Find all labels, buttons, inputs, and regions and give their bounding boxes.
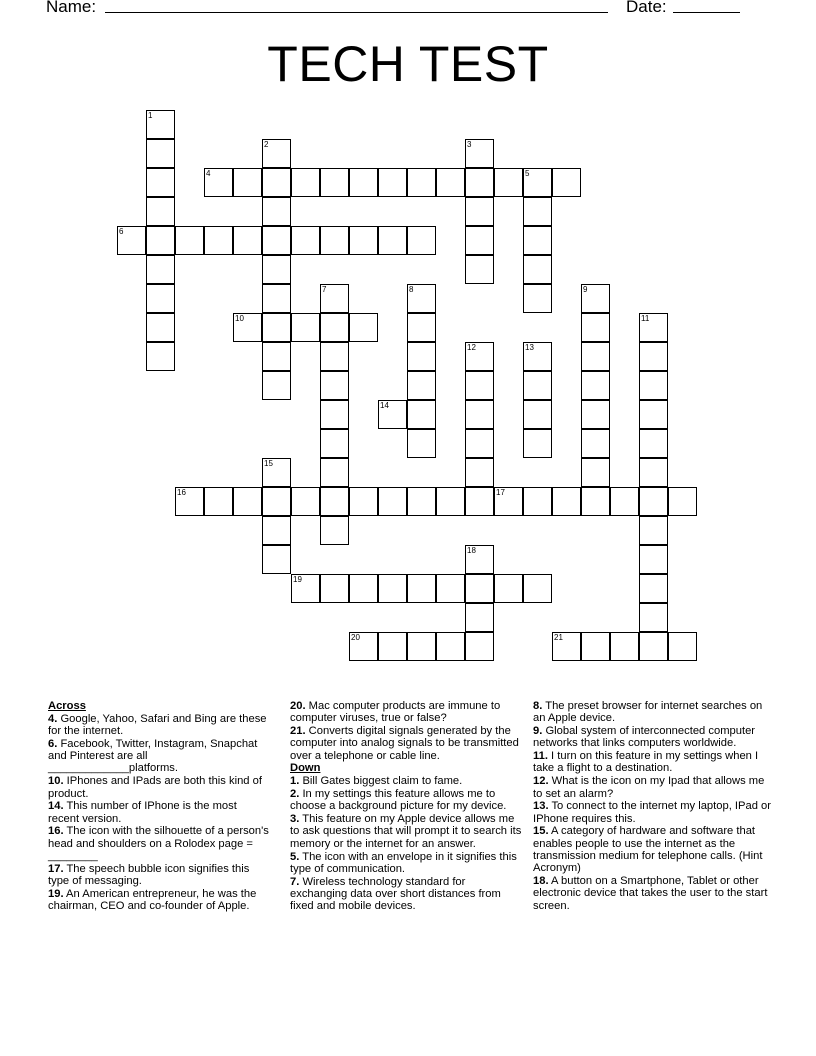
grid-cell[interactable] <box>146 342 175 371</box>
grid-cell[interactable] <box>436 487 465 516</box>
clue-number: 2. <box>290 788 300 801</box>
grid-cell[interactable] <box>523 574 552 603</box>
grid-cell[interactable] <box>146 255 175 284</box>
clue-text: An American entrepreneur, he was the chairman, CEO and co-founder of Apple. <box>48 887 257 913</box>
clue-text: Facebook, Twitter, Instagram, Snapchat and Pinterest are all _____________platforms. <box>48 737 258 775</box>
clue-heading: Down <box>290 762 321 775</box>
grid-cell[interactable] <box>407 371 436 400</box>
clue-text: Wireless technology standard for exchanging data over short distances from fixed and mobile devices. <box>290 875 501 913</box>
grid-cell[interactable] <box>378 487 407 516</box>
grid-cell[interactable] <box>639 400 668 429</box>
clue-across-item <box>48 800 270 825</box>
clue-text: This feature on my Apple device allows me to ask questions that will prompt it to search its memory or the internet for an answer. <box>290 813 522 850</box>
cell-number: 11 <box>641 314 650 323</box>
grid-cell[interactable] <box>262 168 291 197</box>
grid-cell[interactable] <box>639 574 668 603</box>
grid-cell[interactable] <box>552 632 581 661</box>
clue-text: The icon with an envelope in it signifies this type of communication. <box>290 850 517 875</box>
clue-text: Global system of interconnected computer networks that links computers worldwide. <box>533 725 756 750</box>
grid-cell[interactable] <box>262 226 291 255</box>
grid-cell[interactable] <box>291 226 320 255</box>
grid-cell[interactable] <box>436 574 465 603</box>
clue-down-item <box>533 750 773 775</box>
grid-cell[interactable] <box>349 168 378 197</box>
grid-cell[interactable] <box>639 313 668 342</box>
grid-cell[interactable] <box>146 226 175 255</box>
grid-cell[interactable] <box>407 487 436 516</box>
cell-number: 10 <box>235 314 244 323</box>
page-title: TECH TEST <box>267 36 549 92</box>
grid-cell[interactable] <box>523 284 552 313</box>
cell-number: 9 <box>583 285 588 294</box>
cell-number: 6 <box>119 227 124 236</box>
grid-cell[interactable] <box>262 284 291 313</box>
grid-cell[interactable] <box>639 632 668 661</box>
grid-cell[interactable] <box>291 168 320 197</box>
grid-cell[interactable] <box>581 400 610 429</box>
grid-cell[interactable] <box>523 226 552 255</box>
grid-cell[interactable] <box>407 342 436 371</box>
cell-number: 5 <box>525 169 530 178</box>
clue-number: 13. <box>533 800 549 813</box>
cell-number: 3 <box>467 140 472 149</box>
grid-cell[interactable] <box>291 313 320 342</box>
clue-down-item <box>290 876 524 913</box>
clue-across-item <box>48 825 270 862</box>
grid-cell[interactable] <box>320 400 349 429</box>
cell-number: 16 <box>177 488 186 497</box>
grid-cell[interactable] <box>407 574 436 603</box>
grid-cell[interactable] <box>494 574 523 603</box>
clue-text: IPhones and IPads are both this kind of product. <box>48 775 262 800</box>
grid-cell[interactable] <box>349 632 378 661</box>
grid-cell[interactable] <box>204 226 233 255</box>
grid-cell[interactable] <box>407 429 436 458</box>
clue-text: What is the icon on my Ipad that allows me to set an alarm? <box>533 775 765 800</box>
cell-number: 19 <box>293 575 302 584</box>
clue-column-1 <box>48 700 270 913</box>
clue-down-item <box>290 788 524 813</box>
clue-number: 1. <box>290 775 300 788</box>
grid-cell[interactable] <box>204 487 233 516</box>
grid-cell[interactable] <box>378 168 407 197</box>
grid-cell[interactable] <box>668 632 697 661</box>
grid-cell[interactable] <box>581 284 610 313</box>
grid-cell[interactable] <box>320 313 349 342</box>
clue-across-item <box>290 725 524 762</box>
grid-cell[interactable] <box>407 284 436 313</box>
clue-number: 12. <box>533 775 549 788</box>
grid-cell[interactable] <box>349 313 378 342</box>
grid-cell[interactable] <box>610 632 639 661</box>
cell-number: 4 <box>206 169 211 178</box>
cell-number: 15 <box>264 459 273 468</box>
clue-across-item <box>48 888 270 913</box>
grid-cell[interactable] <box>262 516 291 545</box>
grid-cell[interactable] <box>262 545 291 574</box>
cell-number: 17 <box>496 488 505 497</box>
clue-number: 4. <box>48 712 58 725</box>
grid-cell[interactable] <box>378 632 407 661</box>
cell-number: 21 <box>554 633 563 642</box>
name-label: Name: <box>46 0 97 16</box>
clue-column-3 <box>533 700 773 913</box>
clue-down-item <box>290 813 524 850</box>
clue-number: 15. <box>533 825 549 838</box>
grid-cell[interactable] <box>465 545 494 574</box>
clue-heading: Across <box>48 700 86 712</box>
grid-cell[interactable] <box>523 342 552 371</box>
clue-down-item <box>533 800 773 825</box>
clue-text: This number of IPhone is the most recent version. <box>48 800 237 825</box>
grid-cell[interactable] <box>581 632 610 661</box>
cell-number: 1 <box>148 111 153 120</box>
clue-text: The preset browser for internet searches on an Apple device. <box>533 700 763 725</box>
grid-cell[interactable] <box>436 632 465 661</box>
grid-cell[interactable] <box>233 168 262 197</box>
grid-cell[interactable] <box>581 487 610 516</box>
grid-cell[interactable] <box>465 632 494 661</box>
cell-number: 18 <box>467 546 476 555</box>
clue-across-item <box>48 775 270 800</box>
grid-cell[interactable] <box>581 342 610 371</box>
clue-across-item <box>48 863 270 888</box>
grid-cell[interactable] <box>407 226 436 255</box>
grid-cell[interactable] <box>349 226 378 255</box>
grid-cell[interactable] <box>465 574 494 603</box>
grid-cell[interactable] <box>320 371 349 400</box>
grid-cell[interactable] <box>465 226 494 255</box>
clue-down-item <box>290 851 524 876</box>
grid-cell[interactable] <box>581 458 610 487</box>
cell-number: 13 <box>525 343 534 352</box>
grid-cell[interactable] <box>320 574 349 603</box>
cell-number: 12 <box>467 343 476 352</box>
clue-text: The speech bubble icon signifies this type of messaging. <box>48 862 250 888</box>
cell-number: 14 <box>380 401 389 410</box>
grid-cell[interactable] <box>465 603 494 632</box>
grid-cell[interactable] <box>407 168 436 197</box>
clue-number: 11. <box>533 750 548 763</box>
clue-text: A button on a Smartphone, Tablet or other electronic device that takes the user to the start screen. <box>533 875 768 912</box>
grid-cell[interactable] <box>262 197 291 226</box>
grid-cell[interactable] <box>668 487 697 516</box>
clue-number: 14. <box>48 800 64 813</box>
grid-cell[interactable] <box>378 400 407 429</box>
clue-text: In my settings this feature allows me to choose a background picture for my device. <box>290 788 507 813</box>
grid-cell[interactable] <box>320 168 349 197</box>
clue-down-item <box>533 700 773 725</box>
grid-cell[interactable] <box>378 226 407 255</box>
grid-cell[interactable] <box>581 371 610 400</box>
grid-cell[interactable] <box>146 139 175 168</box>
grid-cell[interactable] <box>233 487 262 516</box>
grid-cell[interactable] <box>320 284 349 313</box>
grid-cell[interactable] <box>552 487 581 516</box>
grid-cell[interactable] <box>320 342 349 371</box>
grid-cell[interactable] <box>233 226 262 255</box>
grid-cell[interactable] <box>262 487 291 516</box>
grid-cell[interactable] <box>639 371 668 400</box>
grid-cell[interactable] <box>523 371 552 400</box>
grid-cell[interactable] <box>320 516 349 545</box>
grid-cell[interactable] <box>494 487 523 516</box>
grid-cell[interactable] <box>146 110 175 139</box>
grid-cell[interactable] <box>610 487 639 516</box>
grid-cell[interactable] <box>320 429 349 458</box>
grid-cell[interactable] <box>639 429 668 458</box>
grid-cell[interactable] <box>465 371 494 400</box>
grid-cell[interactable] <box>349 487 378 516</box>
grid-cell[interactable] <box>465 342 494 371</box>
cell-number: 20 <box>351 633 360 642</box>
grid-cell[interactable] <box>407 400 436 429</box>
grid-cell[interactable] <box>639 603 668 632</box>
grid-cell[interactable] <box>233 313 262 342</box>
grid-cell[interactable] <box>523 197 552 226</box>
grid-cell[interactable] <box>262 342 291 371</box>
grid-cell[interactable] <box>204 168 233 197</box>
grid-cell[interactable] <box>465 458 494 487</box>
grid-cell[interactable] <box>523 400 552 429</box>
grid-cell[interactable] <box>552 168 581 197</box>
cell-number: 8 <box>409 285 414 294</box>
grid-cell[interactable] <box>262 371 291 400</box>
grid-cell[interactable] <box>146 168 175 197</box>
clue-text: I turn on this feature in my settings when I take a flight to a destination. <box>533 750 759 775</box>
grid-cell[interactable] <box>175 226 204 255</box>
clue-number: 6. <box>48 737 58 750</box>
grid-cell[interactable] <box>465 255 494 284</box>
clue-text: Google, Yahoo, Safari and Bing are these for the internet. <box>48 712 267 738</box>
cell-number: 7 <box>322 285 327 294</box>
clue-down-item <box>533 725 773 750</box>
date-label: Date: <box>626 0 667 16</box>
grid-cell[interactable] <box>523 168 552 197</box>
clue-number: 10. <box>48 775 64 788</box>
grid-cell[interactable] <box>262 313 291 342</box>
clue-down-item <box>533 875 773 912</box>
grid-cell[interactable] <box>494 168 523 197</box>
grid-cell[interactable] <box>465 197 494 226</box>
grid-cell[interactable] <box>639 487 668 516</box>
grid-cell[interactable] <box>146 284 175 313</box>
clue-column-2 <box>290 700 524 913</box>
clues-section <box>0 700 816 1050</box>
grid-cell[interactable] <box>523 429 552 458</box>
clue-text: Converts digital signals generated by the computer into analog signals to be transmitted over a telephone or cable line. <box>290 725 519 762</box>
grid-cell[interactable] <box>581 313 610 342</box>
grid-cell[interactable] <box>320 487 349 516</box>
grid-cell[interactable] <box>436 168 465 197</box>
clue-down-item <box>533 775 773 800</box>
grid-cell[interactable] <box>117 226 146 255</box>
clue-down-item <box>290 775 524 787</box>
grid-cell[interactable] <box>146 313 175 342</box>
grid-cell[interactable] <box>320 226 349 255</box>
grid-cell[interactable] <box>407 313 436 342</box>
grid-cell[interactable] <box>146 197 175 226</box>
grid-cell[interactable] <box>639 342 668 371</box>
clue-number: 19. <box>48 887 64 900</box>
grid-cell[interactable] <box>262 255 291 284</box>
grid-cell[interactable] <box>465 400 494 429</box>
clue-number: 9. <box>533 725 543 738</box>
grid-cell[interactable] <box>262 458 291 487</box>
clue-number: 17. <box>48 862 64 875</box>
clue-across-item <box>48 713 270 738</box>
grid-cell[interactable] <box>465 429 494 458</box>
clue-number: 16. <box>48 825 64 838</box>
clue-number: 7. <box>290 875 300 888</box>
grid-cell[interactable] <box>407 632 436 661</box>
grid-cell[interactable] <box>639 458 668 487</box>
clue-text: Mac computer products are immune to computer viruses, true or false? <box>290 700 501 725</box>
cell-number: 2 <box>264 140 269 149</box>
clue-down-item <box>533 825 773 874</box>
grid-cell[interactable] <box>639 545 668 574</box>
clue-across-item <box>48 738 270 775</box>
clue-number: 5. <box>290 850 300 863</box>
clue-number: 3. <box>290 813 300 826</box>
grid-cell[interactable] <box>378 574 407 603</box>
clue-number: 20. <box>290 700 306 712</box>
grid-cell[interactable] <box>320 458 349 487</box>
clue-number: 18. <box>533 875 549 888</box>
grid-cell[interactable] <box>523 255 552 284</box>
clue-text: A category of hardware and software that enables people to use the internet as the transmission medium for telephone calls. (Hint Acronym) <box>533 825 763 875</box>
clue-number: 8. <box>533 700 543 712</box>
grid-cell[interactable] <box>465 139 494 168</box>
grid-cell[interactable] <box>639 516 668 545</box>
grid-cell[interactable] <box>523 487 552 516</box>
clue-number: 21. <box>290 725 306 738</box>
grid-cell[interactable] <box>262 139 291 168</box>
grid-cell[interactable] <box>465 168 494 197</box>
clue-text: Bill Gates biggest claim to fame. <box>299 775 463 788</box>
grid-cell[interactable] <box>581 429 610 458</box>
clue-text: The icon with the silhouette of a person's head and shoulders on a Rolodex page = ________ <box>48 825 269 863</box>
grid-cell[interactable] <box>291 574 320 603</box>
grid-cell[interactable] <box>291 487 320 516</box>
grid-cell[interactable] <box>465 487 494 516</box>
grid-cell[interactable] <box>349 574 378 603</box>
grid-cell[interactable] <box>175 487 204 516</box>
clue-text: To connect to the internet my laptop, IPad or IPhone requires this. <box>533 800 771 825</box>
clue-across-item <box>290 700 524 725</box>
